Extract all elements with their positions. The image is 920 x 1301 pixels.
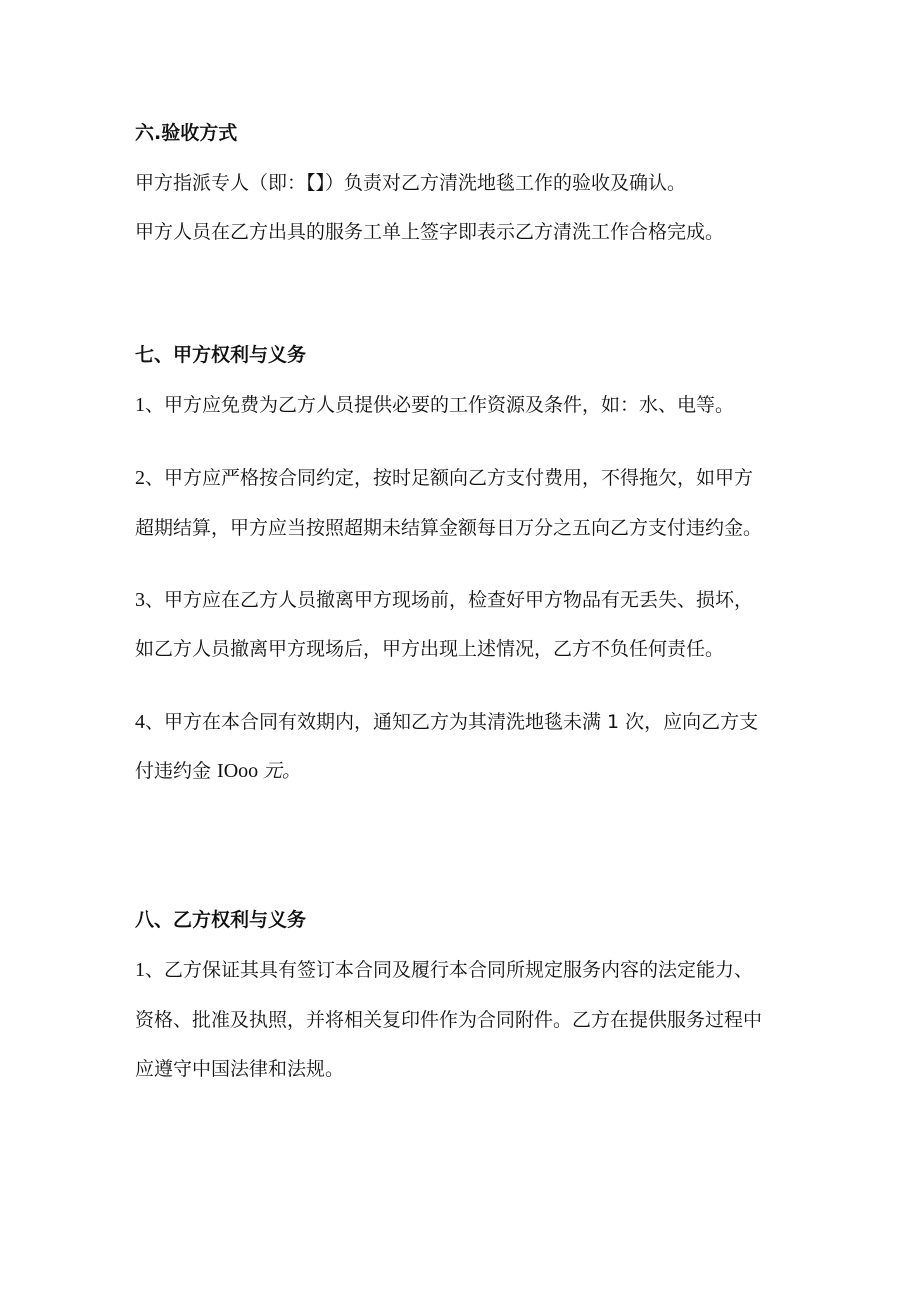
item-text: 、甲方应在乙方人员撤离甲方现场前，检查好甲方物品有无丢失、损坏，: [145, 589, 754, 611]
penalty-prefix: 付违约金: [135, 760, 218, 782]
section-6-line-2: 甲方人员在乙方出具的服务工单上签字即表示乙方清洗工作合格完成。: [135, 221, 725, 243]
section-8-item-1-line-2: 资格、批准及执照，并将相关复印件作为合同附件。乙方在提供服务过程中: [135, 1009, 763, 1031]
item-number: 2: [135, 467, 145, 489]
section-7-item-3-line-2: 如乙方人员撤离甲方现场后，甲方出现上述情况，乙方不负任何责任。: [135, 638, 725, 660]
section-7-item-4-line-2: [135, 759, 301, 784]
item-number: 4: [135, 711, 145, 733]
section-7-item-3-line-1: [135, 588, 753, 612]
item-text: 、甲方在本合同有效期内，通知乙方为其清洗地毯未满 1 次，应向乙方支: [145, 711, 759, 733]
section-7-title: 七、甲方权利与义务: [135, 344, 307, 366]
item-number: 1: [135, 959, 145, 981]
item-text: 、甲方应严格按合同约定，按时足额向乙方支付费用，不得拖欠，如甲方: [145, 467, 754, 489]
penalty-amount: IOoo: [217, 760, 259, 782]
section-8-item-1-line-1: [135, 958, 753, 982]
item-text: 、乙方保证其具有签订本合同及履行本合同所规定服务内容的法定能力、: [145, 959, 754, 981]
section-7-item-2-line-2: 超期结算，甲方应当按照超期未结算金额每日万分之五向乙方支付违约金。: [135, 517, 763, 539]
item-number: 1: [135, 394, 145, 416]
penalty-suffix: 元。: [258, 761, 301, 782]
section-7-item-4-line-1: [135, 710, 758, 734]
item-text: 、甲方应免费为乙方人员提供必要的工作资源及条件，如：水、电等。: [145, 394, 735, 416]
section-6-title: 六.验收方式: [135, 122, 238, 144]
section-7-item-2-line-1: [135, 466, 753, 490]
section-6-line-1: 甲方指派专人（即：【】）负责对乙方清洗地毯工作的验收及确认。: [135, 172, 687, 194]
item-number: 3: [135, 589, 145, 611]
section-7-item-1: [135, 393, 734, 417]
section-8-item-1-line-3: 应遵守中国法律和法规。: [135, 1058, 345, 1080]
section-8-title: 八、乙方权利与义务: [135, 909, 307, 931]
